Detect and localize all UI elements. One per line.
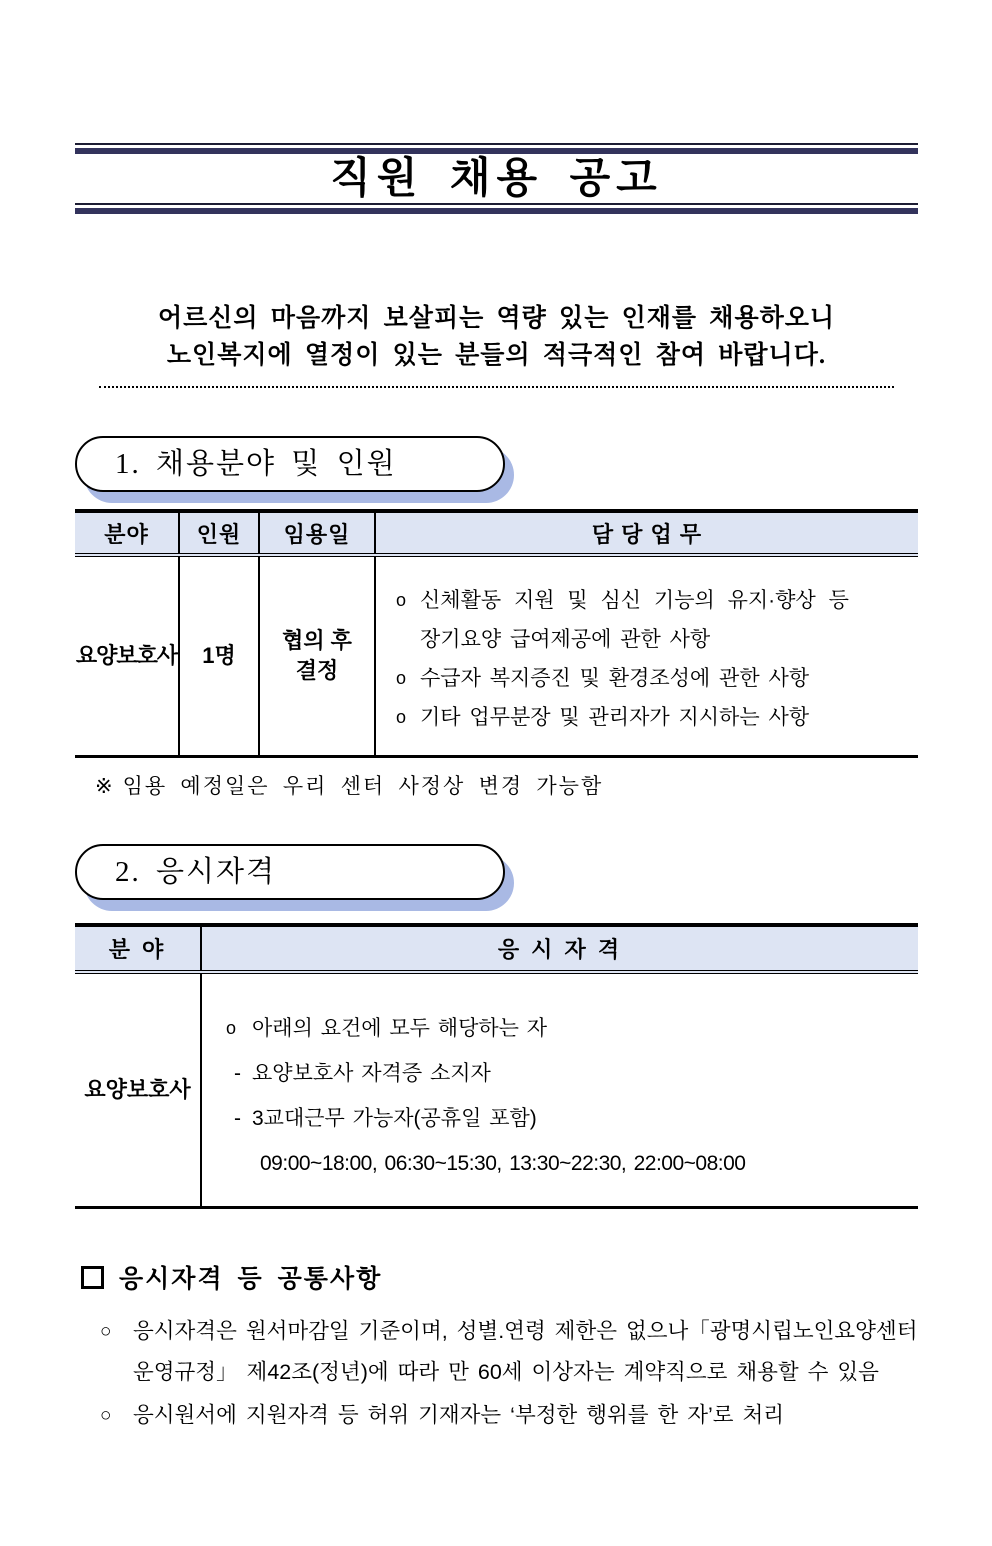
intro-line-2: 노인복지에 열정이 있는 분들의 적극적인 참여 바랍니다. <box>166 342 827 369</box>
recruitment-table-row <box>75 557 918 755</box>
recruitment-table <box>75 509 918 758</box>
qualification-table-header-row <box>75 927 918 974</box>
qualification-table-row <box>75 974 918 1206</box>
appointment-note <box>75 770 918 800</box>
section-2-header <box>75 844 505 904</box>
recruitment-table-header-row <box>75 513 918 557</box>
list-item <box>100 1395 918 1436</box>
cell-qualifications <box>202 974 918 1206</box>
section-1-header <box>75 436 505 496</box>
duty-line <box>396 698 910 737</box>
qualification-line <box>226 1096 910 1141</box>
checkbox-square-icon <box>81 1266 104 1289</box>
header-field: 분야 <box>75 513 180 553</box>
item-line <box>100 1311 918 1352</box>
qualification-table <box>75 923 918 1209</box>
duty-bullet-icon <box>396 620 420 659</box>
section-2-pill: 2. 응시자격 <box>75 844 505 900</box>
qualification-line <box>226 1006 910 1051</box>
dotted-divider <box>99 386 894 388</box>
header-field: 분 야 <box>75 927 202 970</box>
qualification-list <box>202 974 918 1206</box>
qual-dash-icon: - <box>234 1107 241 1130</box>
qual-text: 3교대근무 가능자(공휴일 포함) <box>252 1107 537 1130</box>
duty-text: 기타 업무분장 및 관리자가 지시하는 사항 <box>420 706 810 729</box>
duty-line-continuation <box>396 620 910 659</box>
common-requirements-title <box>75 1259 918 1295</box>
item-text: 운영규정」 제42조(정년)에 따라 만 60세 이상자는 계약직으로 채용할 수 있음 <box>133 1360 879 1384</box>
common-items-list <box>75 1311 918 1436</box>
title-banner <box>75 143 918 214</box>
header-date: 임용일 <box>260 513 376 553</box>
qual-text: 09:00~18:00, 06:30~15:30, 13:30~22:30, 22:00~08:00 <box>260 1152 746 1175</box>
appointment-line-2: 결정 <box>295 658 339 683</box>
qual-dash-icon: - <box>234 1062 241 1085</box>
intro-line-1: 어르신의 마음까지 보살피는 역량 있는 인재를 채용하오니 <box>157 305 836 332</box>
duty-line <box>396 581 910 620</box>
intro-text <box>75 300 918 374</box>
duty-text: 신체활동 지원 및 심신 기능의 유지·향상 등 <box>420 589 849 612</box>
item-line <box>100 1395 918 1436</box>
page-title: 직원 채용 공고 <box>330 156 663 202</box>
duty-bullet-icon: o <box>396 707 407 727</box>
qual-text: 요양보호사 자격증 소지자 <box>252 1062 491 1085</box>
common-title-text: 응시자격 등 공통사항 <box>119 1265 383 1293</box>
circle-bullet-icon: ○ <box>100 1405 112 1426</box>
document-page <box>0 143 992 1546</box>
appointment-line-1: 협의 후 <box>282 628 352 653</box>
banner-rule-top-thin <box>75 143 918 145</box>
duty-text: 장기요양 급여제공에 관한 사항 <box>420 628 711 651</box>
qual-bullet-icon: o <box>226 1018 237 1038</box>
cell-duties <box>376 557 918 755</box>
item-text: 응시원서에 지원자격 등 허위 기재자는 ‘부정한 행위를 한 자’로 처리 <box>133 1403 785 1427</box>
cell-field: 요양보호사 <box>75 974 202 1206</box>
banner-rule-bottom-thick <box>75 208 918 214</box>
duty-list <box>376 557 918 755</box>
list-item <box>100 1311 918 1393</box>
duty-line <box>396 659 910 698</box>
header-count: 인원 <box>180 513 260 553</box>
duty-bullet-icon: o <box>396 668 407 688</box>
header-qualification: 응 시 자 격 <box>497 937 623 962</box>
qualification-shift-times <box>226 1141 910 1186</box>
cell-count: 1명 <box>180 557 260 755</box>
banner-rule-bottom-thin <box>75 203 918 205</box>
qualification-line <box>226 1051 910 1096</box>
cell-field: 요양보호사 <box>75 557 180 755</box>
common-requirements-section <box>75 1259 918 1436</box>
note-text: 임용 예정일은 우리 센터 사정상 변경 가능함 <box>122 774 604 798</box>
section-1-pill: 1. 채용분야 및 인원 <box>75 436 505 492</box>
item-text: 응시자격은 원서마감일 기준이며, 성별.연령 제한은 없으나「광명시립노인요양센터 <box>133 1319 918 1343</box>
circle-bullet-icon: ○ <box>100 1321 112 1342</box>
duty-text: 수급자 복지증진 및 환경조성에 관한 사항 <box>420 667 810 690</box>
cell-appointment-date <box>260 557 376 755</box>
duty-bullet-icon: o <box>396 590 407 610</box>
reference-mark-icon: ※ <box>95 774 115 798</box>
qual-text: 아래의 요건에 모두 해당하는 자 <box>252 1017 548 1040</box>
item-line-continuation <box>100 1352 918 1393</box>
header-duties: 담 당 업 무 <box>591 521 703 547</box>
